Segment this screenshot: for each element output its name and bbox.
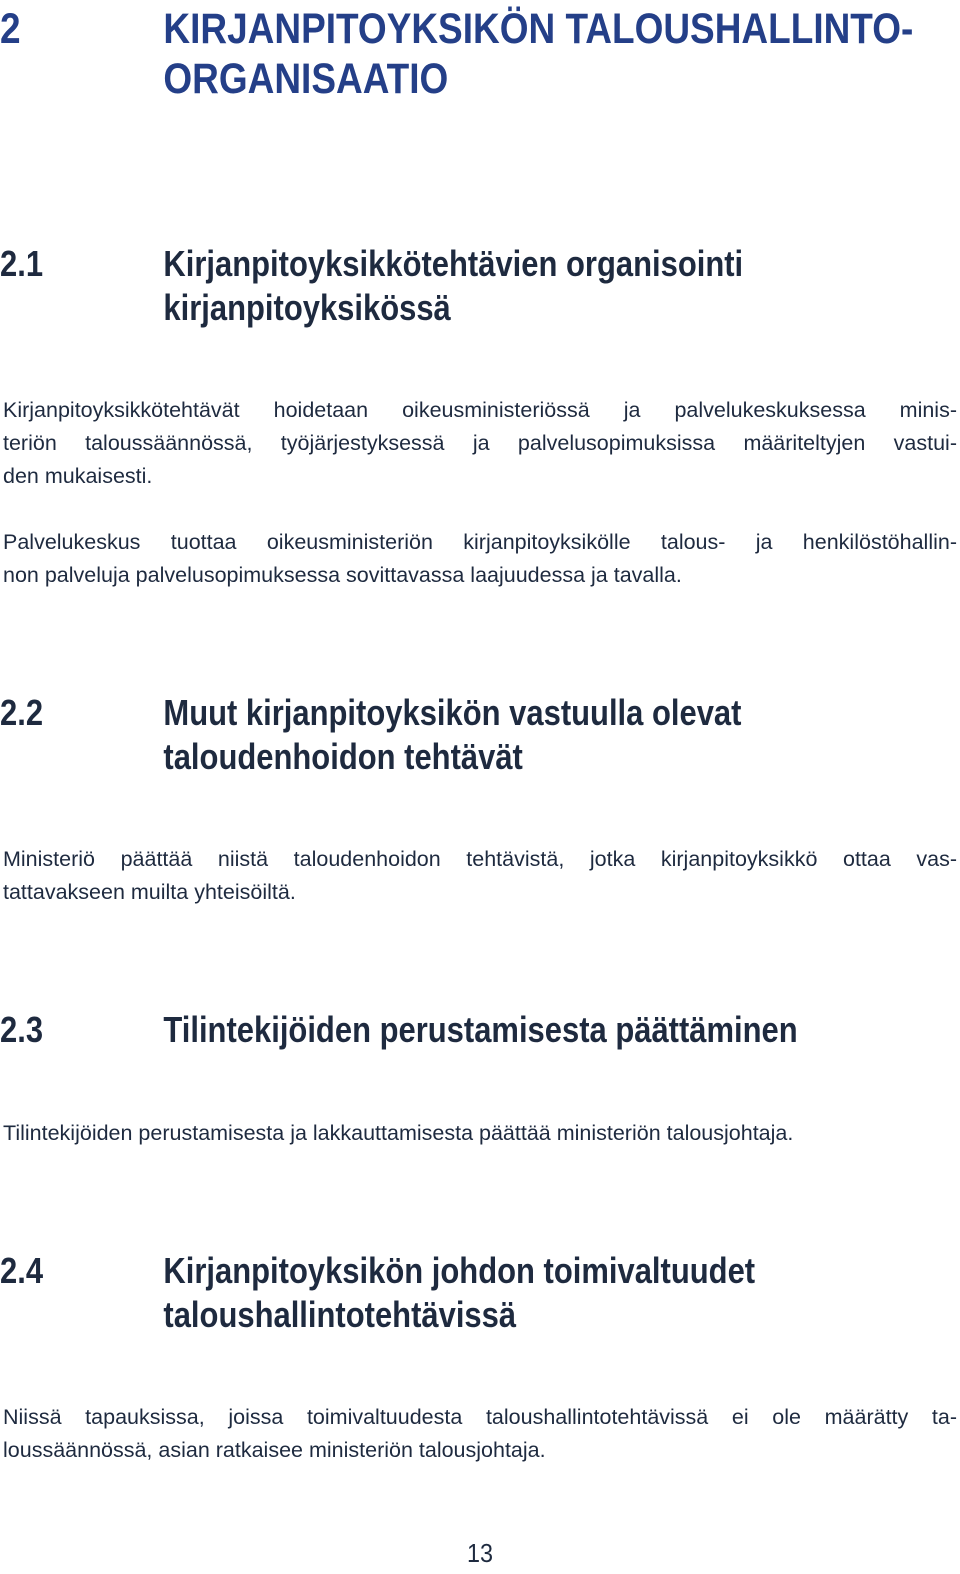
paragraph-line: tattavakseen muilta yhteisöiltä.: [3, 880, 296, 904]
page-number: 13: [466, 1538, 494, 1568]
section-title: [163, 242, 937, 330]
section-title-line-1: Kirjanpitoyksikkötehtävien organisointi: [163, 243, 744, 284]
paragraph-line: teriön taloussäännössä, työjärjestyksessä ja palvelusopimuksissa määriteltyjen vastui-: [3, 431, 957, 455]
section-title-line-2: kirjanpitoyksikössä: [163, 287, 451, 328]
paragraph-line: Tilintekijöiden perustamisesta ja lakkauttamisesta päättää ministeriön talousjohtaja.: [3, 1121, 794, 1145]
paragraph-line: loussäännössä, asian ratkaisee ministeriön talousjohtaja.: [3, 1438, 546, 1462]
section-number: 2.4: [0, 1250, 44, 1291]
paragraph-2-3: [3, 1117, 957, 1150]
section-title-line-1: Tilintekijöiden perustamisesta päättäminen: [163, 1009, 798, 1050]
section-title: [163, 1249, 937, 1337]
paragraph-line: Niissä tapauksissa, joissa toimivaltuudesta taloushallintotehtävissä ei ole määrätty ta-: [3, 1405, 957, 1429]
chapter-title-line-1: KIRJANPITOYKSIKÖN TALOUSHALLINTO-: [163, 5, 914, 53]
section-number: 2.2: [0, 692, 44, 733]
paragraph-line: Palvelukeskus tuottaa oikeusministeriön kirjanpitoyksikölle talous- ja henkilöstöhallin-: [3, 530, 957, 554]
section-title: [163, 1008, 937, 1052]
chapter-title-line-2: ORGANISAATIO: [163, 55, 449, 103]
paragraph-line: den mukaisesti.: [3, 464, 153, 488]
section-title-line-2: taloudenhoidon tehtävät: [163, 736, 523, 777]
chapter-title: [163, 4, 960, 104]
section-title-line-1: Kirjanpitoyksikön johdon toimivaltuudet: [163, 1250, 756, 1291]
paragraph-line: Kirjanpitoyksikkötehtävät hoidetaan oikeusministeriössä ja palvelukeskuksessa minis-: [3, 398, 957, 422]
paragraph-2-1-a: [3, 394, 957, 493]
paragraph-2-2: [3, 843, 957, 909]
paragraph-2-1-b: [3, 526, 957, 592]
section-number: 2.3: [0, 1009, 44, 1050]
section-title: [163, 691, 937, 779]
chapter-number: 2: [0, 5, 21, 53]
paragraph-line: non palveluja palvelusopimuksessa sovittavassa laajuudessa ja tavalla.: [3, 563, 682, 587]
section-title-line-2: taloushallintotehtävissä: [163, 1294, 517, 1335]
section-title-line-1: Muut kirjanpitoyksikön vastuulla olevat: [163, 692, 742, 733]
paragraph-line: Ministeriö päättää niistä taloudenhoidon tehtävistä, jotka kirjanpitoyksikkö ottaa vas-: [3, 847, 957, 871]
paragraph-2-4: [3, 1401, 957, 1467]
section-number: 2.1: [0, 243, 44, 284]
